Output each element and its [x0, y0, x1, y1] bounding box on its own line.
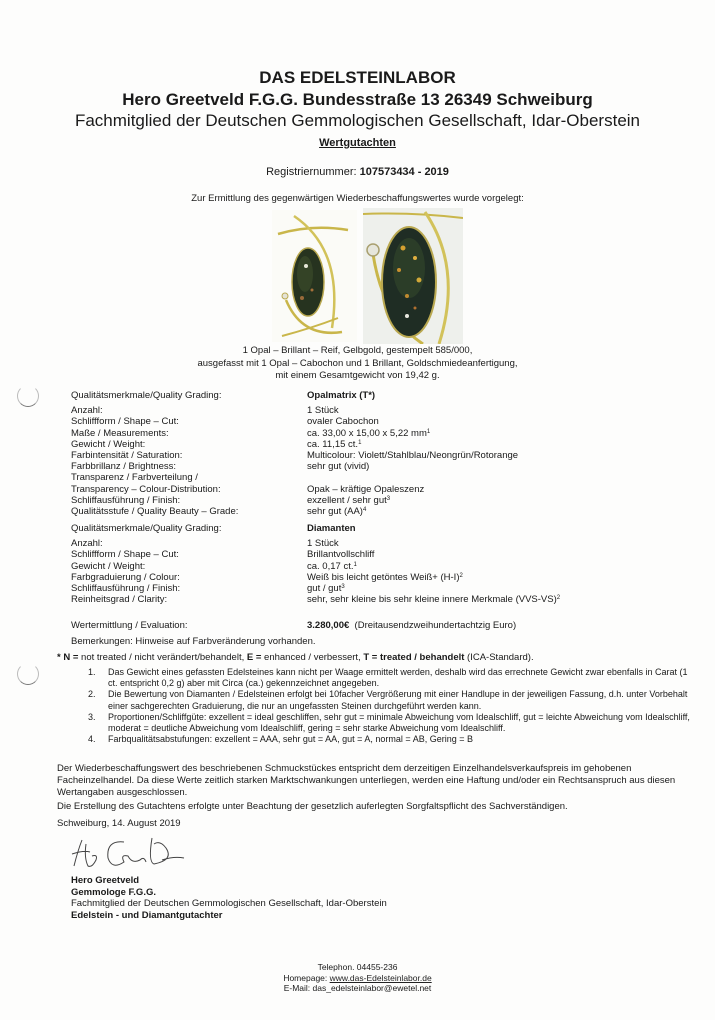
- phone: Telephon. 04455-236: [317, 962, 398, 972]
- footnote-number: 1.: [88, 667, 96, 677]
- footnote-item: [80, 734, 698, 745]
- signature-block: [71, 875, 387, 921]
- grading-row: [71, 594, 687, 605]
- grading-label: Transparenz / Farbverteilung /: [71, 472, 198, 484]
- legend-e-text: enhanced / verbessert,: [261, 652, 364, 663]
- footnote-text: Das Gewicht eines gefassten Edelsteines kann nicht per Waage ermittelt werden, deshalb wird das errechnete Gewicht zwar ebenfalls in Carat (1 ct. entspricht 0,2 g) aber mit Circa (ca.) gekennzeichnet angegeben.: [108, 667, 688, 689]
- grading-label: Anzahl:: [71, 405, 103, 417]
- grading-label: Gewicht / Weight:: [71, 560, 146, 572]
- grading-label: Gewicht / Weight:: [71, 438, 146, 450]
- grading-value-cell: [307, 572, 687, 583]
- footnote-text: Die Bewertung von Diamanten / Edelsteinen erfolgt bei 10facher Vergrößerung mit einer Handlupe in der jeweiligen Fassung, d.h. unter Vorbehalt einer sachgerechten Graduierung, die nur an ungefassten Steinen durchgeführt werden kann.: [108, 689, 688, 711]
- handwritten-signature: [62, 832, 192, 879]
- treatment-legend: [57, 652, 677, 664]
- item-description: [0, 345, 715, 383]
- grading-label: Anzahl:: [71, 538, 103, 550]
- grading-label: Schliffform / Shape – Cut:: [71, 416, 179, 428]
- footnote-ref: 3: [341, 584, 345, 591]
- grading-row: [71, 572, 687, 583]
- grading-value: 1 Stück: [307, 405, 339, 417]
- membership-line: Fachmitglied der Deutschen Gemmologischen Gesellschaft, Idar-Oberstein: [74, 111, 641, 130]
- homepage-label: Homepage:: [283, 972, 330, 983]
- grading-label: Transparency – Colour-Distribution:: [71, 483, 221, 495]
- footnote-ref: 1: [426, 428, 431, 435]
- footnote-ref: 4: [362, 507, 367, 514]
- grading-row: [71, 416, 687, 427]
- grading-label: Qualitätsstufe / Quality Beauty – Grade:: [71, 506, 239, 518]
- grading-row: [71, 428, 687, 439]
- pendant-photo-full: [272, 210, 357, 342]
- registration-number: 107573434 - 2019: [359, 166, 449, 178]
- grading-row: [71, 538, 687, 549]
- evaluation-row: [71, 620, 687, 631]
- footnote-item: [80, 667, 698, 689]
- footnote-number: 4.: [88, 734, 96, 745]
- signer-title: Gemmologe F.G.G.: [71, 886, 156, 898]
- grading-value-cell: [307, 428, 687, 439]
- opal-heading-value: Opalmatrix (T*): [307, 390, 376, 401]
- footnote-ref: 3: [386, 495, 391, 502]
- grading-value: Brillantvollschliff: [307, 549, 375, 561]
- evaluation-amount: 3.280,00€: [307, 620, 350, 631]
- email: E-Mail: das_edelsteinlabor@ewetel.net: [283, 983, 432, 993]
- grading-label: Farbgraduierung / Colour:: [71, 571, 180, 583]
- grading-label: Reinheitsgrad / Clarity:: [71, 594, 168, 606]
- grading-value-cell: [307, 439, 687, 450]
- grading-row: [71, 583, 687, 594]
- homepage: [0, 973, 715, 984]
- evaluation-label: Wertermittlung / Evaluation:: [71, 620, 188, 631]
- legend-t-text: (ICA-Standard).: [464, 652, 534, 663]
- registration: [0, 166, 715, 178]
- grading-row: [71, 472, 687, 483]
- diamond-heading-value: Diamanten: [307, 523, 356, 534]
- description-line: ausgefasst mit 1 Opal – Cabochon und 1 Brillant, Goldschmiedeanfertigung,: [197, 357, 518, 369]
- grading-value: gut / gut: [307, 583, 342, 595]
- grading-value: Multicolour: Violett/Stahlblau/Neongrün/Rotorange: [307, 450, 519, 462]
- punch-hole-mark: [17, 385, 39, 407]
- place-date: Schweiburg, 14. August 2019: [57, 818, 181, 829]
- grading-value: sehr, sehr kleine bis sehr kleine innere Merkmale (VVS-VS): [307, 594, 557, 606]
- grading-value: ca. 33,00 x 15,00 x 5,22 mm: [307, 427, 427, 439]
- grading-value: Opak – kräftige Opaleszenz: [307, 483, 425, 495]
- grading-label: Schliffausführung / Finish:: [71, 583, 181, 595]
- intro-text: Zur Ermittlung des gegenwärtigen Wiederbeschaffungswertes wurde vorgelegt:: [191, 193, 524, 204]
- footnote-item: [80, 689, 698, 711]
- opal-heading-label: Qualitätsmerkmale/Quality Grading:: [71, 390, 222, 401]
- grading-value: ovaler Cabochon: [307, 416, 379, 428]
- disclaimer: Der Wiederbeschaffungswert des beschriebenen Schmuckstückes entspricht dem derzeitigen Einzelhandelsverkaufspreis im gehobenen Facheinzelhandel. Da diese Werte zeitlich starken Marktschwankungen unterliegen, werden eine Haftung und/oder ein Rechtsanspruch aus diesen Wertangaben ausgeschlossen.: [57, 763, 676, 798]
- grading-value-cell: [307, 495, 687, 506]
- grading-value-cell: [307, 549, 687, 560]
- grading-row: [71, 495, 687, 506]
- grading-label: Maße / Measurements:: [71, 427, 169, 439]
- grading-value-cell: [307, 405, 687, 416]
- footnote-ref: 1: [353, 561, 357, 568]
- description-line: 1 Opal – Brillant – Reif, Gelbgold, gestempelt 585/000,: [242, 345, 473, 356]
- lab-name: DAS EDELSTEINLABOR: [259, 68, 456, 87]
- footnote-ref: 2: [556, 595, 561, 602]
- legend-n-key: * N =: [57, 652, 79, 663]
- grading-label: Farbbrillanz / Brightness:: [71, 461, 177, 473]
- diligence-statement: Die Erstellung des Gutachtens erfolgte unter Beachtung der gesetzlich auferlegten Sorgfaltspflicht des Sachverständigen.: [57, 801, 568, 812]
- grading-label: Farbintensität / Saturation:: [71, 450, 183, 462]
- grading-value-cell: [307, 561, 687, 572]
- grading-row: [71, 484, 687, 495]
- grading-value-cell: [307, 416, 687, 427]
- signer-role: Edelstein - und Diamantgutachter: [71, 909, 223, 921]
- grading-row: [71, 450, 687, 461]
- document-title: Wertgutachten: [319, 137, 396, 149]
- footnote-text: Proportionen/Schliffgüte: exzellent = ideal geschliffen, sehr gut = minimale Abweichung vom Idealschliff, gut = leichte Abweichung vom Idealschliff, moderat = deutliche Abweichung vom Idealschliff, gering = sehr starke Abweichung vom Idealschliff.: [108, 711, 690, 734]
- footnote-number: 3.: [88, 711, 96, 722]
- grading-value-cell: [307, 484, 687, 495]
- grading-value: ca. 11,15 ct.: [307, 438, 359, 450]
- grading-value-cell: [307, 583, 687, 594]
- grading-row: [71, 461, 687, 472]
- legend-n-text: not treated / nicht verändert/behandelt,: [78, 652, 247, 663]
- footnote-number: 2.: [88, 689, 96, 700]
- homepage-link[interactable]: www.das-Edelsteinlabor.de: [329, 972, 432, 983]
- signer-membership: Fachmitglied der Deutschen Gemmologischen Gesellschaft, Idar-Oberstein: [71, 898, 387, 909]
- grading-row: [71, 439, 687, 450]
- grading-value-cell: [307, 450, 687, 461]
- punch-hole-mark: [17, 663, 39, 685]
- contact-footer: [0, 962, 715, 994]
- grading-row: [71, 506, 687, 517]
- remarks: Bemerkungen: Hinweise auf Farbveränderung vorhanden.: [71, 636, 316, 647]
- grading-row: [71, 561, 687, 572]
- evaluation-amount-words: (Dreitausendzweihundertachtzig Euro): [354, 620, 517, 631]
- signer-name: Hero Greetveld: [71, 875, 140, 886]
- grading-value: Weiß bis leicht getöntes Weiß+ (H-I): [307, 571, 460, 583]
- grading-value: 1 Stück: [307, 538, 339, 550]
- footnote-item: [80, 712, 698, 734]
- grading-row: [71, 405, 687, 416]
- legend-t-key: T = treated / behandelt: [363, 652, 465, 663]
- grading-value: exzellent / sehr gut: [307, 494, 387, 506]
- diamond-heading-label: Qualitätsmerkmale/Quality Grading:: [71, 523, 222, 534]
- grading-value-cell: [307, 506, 687, 517]
- footnote-ref: 2: [459, 572, 463, 579]
- grading-value: sehr gut (vivid): [307, 461, 370, 473]
- grading-value-cell: [307, 472, 687, 483]
- footnote-ref: 1: [358, 439, 362, 446]
- diamond-grading-section: [71, 523, 687, 605]
- address-line: Hero Greetveld F.G.G. Bundesstraße 13 26349 Schweiburg: [122, 90, 593, 109]
- grading-value: ca. 0,17 ct.: [307, 560, 354, 572]
- grading-label: Schliffausführung / Finish:: [71, 494, 181, 506]
- grading-value-cell: [307, 594, 687, 605]
- grading-row: [71, 549, 687, 560]
- grading-label: Schliffform / Shape – Cut:: [71, 549, 179, 561]
- grading-value: sehr gut (AA): [307, 506, 363, 518]
- registration-label: Registriernummer:: [266, 166, 357, 178]
- grading-value-cell: [307, 538, 687, 549]
- description-line: mit einem Gesamtgewicht von 19,42 g.: [275, 370, 440, 381]
- pendant-photo-detail: [363, 208, 463, 344]
- legend-e-key: E =: [246, 652, 262, 663]
- footnotes: [80, 667, 698, 745]
- opal-grading-section: [71, 390, 687, 517]
- grading-value-cell: [307, 461, 687, 472]
- footnote-text: Farbqualitätsabstufungen: exzellent = AAA, sehr gut = AA, gut = A, normal = AB, Gering = B: [108, 734, 473, 745]
